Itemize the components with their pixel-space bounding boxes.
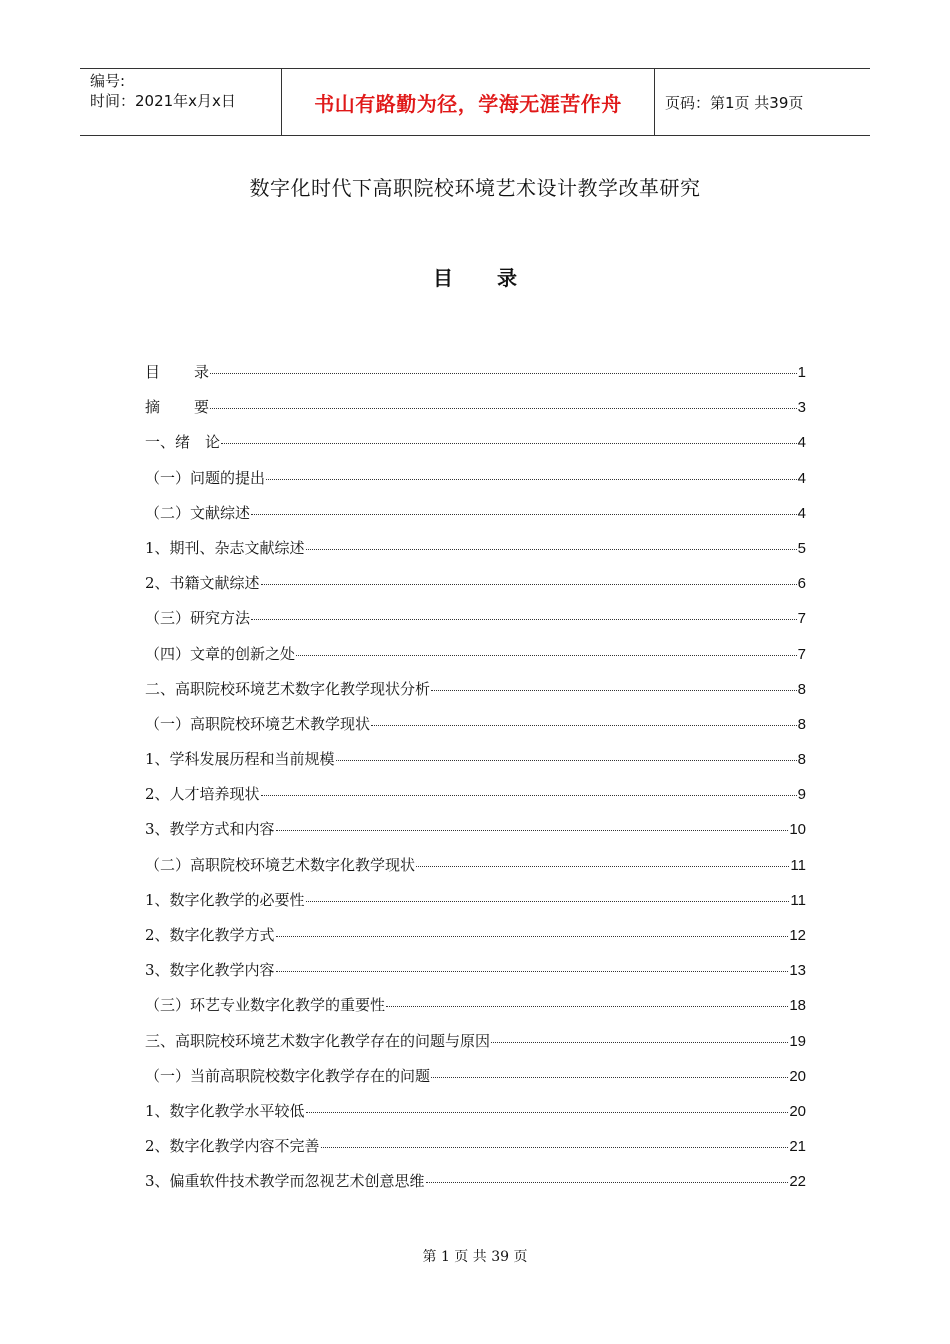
toc-entry-page: 4 (797, 469, 806, 487)
toc-dot-leader (491, 1042, 788, 1043)
toc-entry[interactable] (145, 854, 806, 889)
toc-dot-leader (276, 830, 789, 831)
toc-dot-leader (306, 901, 790, 902)
toc-dot-leader (416, 866, 789, 867)
toc-dot-leader (386, 1006, 788, 1007)
toc-entry-page: 19 (789, 1032, 806, 1050)
toc-dot-leader (221, 443, 797, 444)
toc-entry-page: 20 (789, 1067, 806, 1085)
toc-entry-page: 12 (789, 927, 806, 944)
toc-entry-page: 20 (789, 1102, 806, 1120)
toc-entry-label: 1、期刊、杂志文献综述 (145, 538, 305, 557)
toc-entry-page: 10 (789, 821, 806, 839)
toc-entry-label: 3、偏重软件技术教学而忽视艺术创意思维 (145, 1172, 425, 1191)
toc-entry-label-char: 要 (194, 398, 210, 417)
toc-entry[interactable] (145, 572, 806, 607)
toc-dot-leader (296, 655, 797, 656)
toc-entry[interactable] (145, 643, 806, 678)
toc-entry-page: 11 (790, 891, 806, 909)
toc-entry-label: （三）研究方法 (145, 609, 251, 628)
toc-entry-label: 1、数字化教学水平较低 (145, 1101, 305, 1120)
toc-entry-page: 18 (789, 997, 806, 1015)
toc-entry-label: 3、教学方式和内容 (145, 820, 275, 839)
toc-heading-first-char: 目 (433, 266, 453, 290)
toc-dot-leader (321, 1147, 789, 1148)
header-motto: 书山有路勤为径，学海无涯苦作舟 (281, 69, 655, 135)
header-meta (80, 69, 281, 135)
toc-entry-label: （一）当前高职院校数字化教学存在的问题 (145, 1066, 431, 1085)
toc-entry-label: 3、数字化教学内容 (145, 961, 275, 980)
toc-dot-leader (306, 1112, 789, 1113)
toc-entry-label: （一）高职院校环境艺术教学现状 (145, 714, 371, 733)
toc-heading-second-char: 录 (497, 266, 517, 290)
toc-dot-leader (261, 795, 797, 796)
toc-entry-label: （三）环艺专业数字化教学的重要性 (145, 996, 386, 1015)
toc-entry[interactable] (145, 361, 806, 396)
toc-entry-page: 21 (789, 1138, 806, 1156)
toc-dot-leader (431, 1077, 788, 1078)
toc-entry-label: 2、数字化教学方式 (145, 926, 275, 944)
toc-entry[interactable] (145, 502, 806, 537)
toc-dot-leader (251, 619, 797, 620)
toc-entry[interactable] (145, 431, 806, 466)
toc-entry-page: 4 (797, 434, 806, 452)
document-time-label: 时间：2021年x月x日 (90, 92, 236, 110)
toc-entry-label: 二、高职院校环境艺术数字化教学现状分析 (145, 679, 431, 698)
toc-dot-leader (371, 725, 797, 726)
toc-entry-page: 1 (797, 364, 806, 381)
toc-entry-page: 8 (797, 680, 806, 698)
toc-entry[interactable] (145, 889, 806, 924)
toc-entry-label-char: 目 (145, 363, 161, 381)
toc-entry-label: （二）高职院校环境艺术数字化教学现状 (145, 855, 416, 874)
toc-entry-label: （二）文献综述 (145, 503, 251, 522)
toc-entry-label: 1、数字化教学的必要性 (145, 890, 305, 909)
toc-entry-label (145, 396, 209, 418)
toc-entry-page: 22 (789, 1173, 806, 1191)
toc-entry-label: 1、学科发展历程和当前规模 (145, 750, 335, 769)
toc-entry-page: 5 (797, 539, 806, 557)
toc-heading (0, 262, 950, 291)
toc-entry[interactable] (145, 678, 806, 713)
toc-entry[interactable] (145, 818, 806, 853)
toc-entry-label: （四）文章的创新之处 (145, 644, 296, 663)
toc-dot-leader (210, 408, 797, 409)
toc-dot-leader (266, 479, 797, 480)
toc-entry-label: 2、数字化教学内容不完善 (145, 1137, 320, 1156)
toc-entry-page: 4 (797, 504, 806, 522)
toc-entry[interactable] (145, 748, 806, 783)
toc-entry[interactable] (145, 1135, 806, 1170)
toc-entry-label: 2、人才培养现状 (145, 785, 260, 804)
toc-entry-label: 2、书籍文献综述 (145, 574, 260, 593)
toc-entry[interactable] (145, 396, 806, 431)
toc-dot-leader (251, 514, 797, 515)
toc-entry-page: 13 (789, 962, 806, 980)
toc-dot-leader (336, 760, 797, 761)
toc-entry[interactable] (145, 1030, 806, 1065)
document-number-label: 编号: (90, 72, 126, 90)
toc-entry-page: 11 (790, 856, 806, 874)
document-title: 数字化时代下高职院校环境艺术设计教学改革研究 (249, 176, 701, 200)
toc-entry-page: 8 (797, 751, 806, 769)
toc-entry[interactable] (145, 607, 806, 642)
toc-entry[interactable] (145, 713, 806, 748)
toc-dot-leader (431, 690, 797, 691)
toc-entry-page: 7 (797, 645, 806, 663)
toc-entry-page: 9 (797, 786, 806, 804)
toc-entry[interactable] (145, 1065, 806, 1100)
toc-entry-page: 8 (797, 715, 806, 733)
toc-entry[interactable] (145, 1170, 806, 1205)
toc-dot-leader (276, 936, 789, 937)
toc-dot-leader (276, 971, 789, 972)
toc-entry-label-char: 摘 (145, 398, 161, 417)
header-page-info: 页码：第1页 共39页 (665, 93, 804, 112)
table-of-contents (145, 361, 806, 1206)
toc-entry-page: 6 (797, 575, 806, 593)
toc-entry-page: 7 (797, 610, 806, 628)
toc-entry-page: 3 (797, 399, 806, 417)
toc-entry-label: （一）问题的提出 (145, 468, 266, 487)
toc-entry[interactable] (145, 959, 806, 994)
toc-entry[interactable] (145, 537, 806, 572)
toc-dot-leader (261, 584, 797, 585)
toc-entry-label: 三、高职院校环境艺术数字化教学存在的问题与原因 (145, 1031, 491, 1050)
toc-dot-leader (210, 373, 797, 374)
toc-entry[interactable] (145, 924, 806, 959)
toc-entry-label: 一、绪 论 (145, 433, 221, 452)
toc-entry[interactable] (145, 467, 806, 502)
toc-entry-label-char: 录 (194, 363, 210, 381)
toc-entry-label (145, 361, 209, 383)
toc-entry[interactable] (145, 783, 806, 818)
toc-entry[interactable] (145, 994, 806, 1029)
toc-entry[interactable] (145, 1100, 806, 1135)
page-footer: 第 1 页 共 39 页 (422, 1249, 528, 1265)
toc-dot-leader (306, 549, 797, 550)
page-header (80, 68, 870, 136)
toc-dot-leader (426, 1182, 789, 1183)
